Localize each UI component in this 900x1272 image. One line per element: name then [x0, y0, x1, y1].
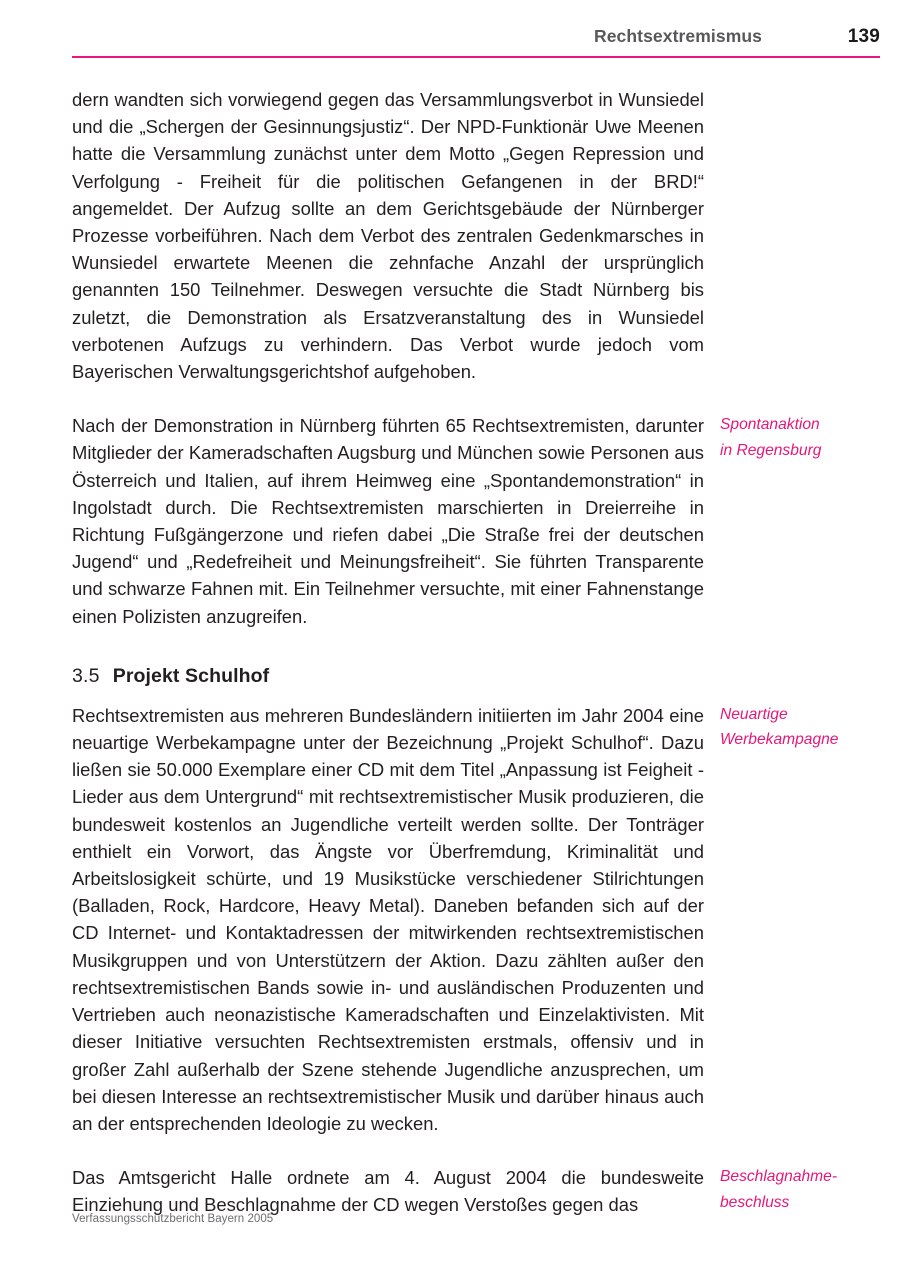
footer-text: Verfassungsschutzbericht Bayern 2005: [72, 1213, 274, 1225]
heading-bottom-spacer: [72, 689, 880, 702]
margin-note-beschlagnahme: [720, 1164, 890, 1215]
margin-note-line: Beschlagnahme-: [720, 1168, 838, 1186]
margin-note-line: Werbekampagne: [720, 731, 839, 749]
paragraph-spacer: [72, 385, 880, 412]
paragraph-block-wunsiedel: [72, 86, 880, 385]
margin-note-neuartige: [720, 702, 890, 753]
margin-note-line: Neuartige: [720, 705, 788, 723]
page-header: [72, 26, 880, 60]
body-paragraph: Rechtsextremisten aus mehreren Bundesländern initiierten im Jahr 2004 eine neuartige Werbekampagne unter der Bezeichnung „Projekt Schulhof“. Dazu ließen sie 50.000 Exemplare einer CD mit dem Titel „Anpassung ist Feigheit - Lieder aus dem Untergrund“ mit rechtsextremistischer Musik produzieren, die bundesweit kostenlos an Jugendliche verteilt werden sollte. Der Tonträger enthielt ein Vorwort, das Ängste vor Überfremdung, Kriminalität und Arbeitslosigkeit schürte, und 19 Musikstücke verschiedener Stilrichtungen (Balladen, Rock, Hardcore, Heavy Metal). Daneben befanden sich auf der CD Internet- und Kontaktadressen der mitwirkenden rechtsextremistischen Musikgruppen und von Unterstützern der Aktion. Dazu zählten außer den rechtsextremistischen Bands sowie in- und ausländischen Produzenten und Vertrieben auch neonazistische Kameradschaften und Einzelaktivisten. Mit dieser Initiative versuchten Rechtsextremisten erstmals, offensiv und in großer Zahl außerhalb der Szene stehende Jugendliche anzusprechen, um bei diesen Interesse an rechtsextremistischer Musik und darüber hinaus auch an der entsprechenden Ideologie zu wecken.: [72, 704, 704, 1134]
section-title: Projekt Schulhof: [112, 664, 270, 687]
paragraph-block-schulhof: [72, 702, 880, 1137]
heading-top-spacer: [72, 630, 880, 663]
margin-note-spontanaktion: [720, 412, 890, 463]
header-rule-divider: [72, 56, 880, 58]
margin-note-line: in Regensburg: [720, 441, 822, 459]
section-heading: [72, 663, 704, 689]
margin-note-line: beschluss: [720, 1193, 790, 1211]
body-paragraph: dern wandten sich vorwiegend gegen das Versammlungsverbot in Wunsiedel und die „Schergen der Gesinnungsjustiz“. Der NPD-Funktionär Uwe Meenen hatte die Versammlung zunächst unter dem Motto „Gegen Repression und Verfolgung - Freiheit für die politischen Gefangenen in der BRD!“ angemeldet. Der Aufzug sollte an dem Gerichtsgebäude der Nürnberger Prozesse vorbeiführen. Nach dem Verbot des zentralen Gedenkmarsches in Wunsiedel erwartete Meenen die zehnfache Anzahl der ursprünglich genannten 150 Teilnehmer. Deswegen versuchte die Stadt Nürnberg bis zuletzt, die Demonstration als Ersatzveranstaltung des in Wunsiedel verbotenen Aufzugs zu verhindern. Das Verbot wurde jedoch vom Bayerischen Verwaltungsgerichtshof aufgehoben.: [72, 89, 704, 383]
margin-note-line: Spontanaktion: [720, 416, 820, 434]
page-content: [72, 86, 880, 1219]
body-paragraph: Nach der Demonstration in Nürnberg führten 65 Rechtsextremisten, darunter Mitglieder der Kameradschaften Augsburg und München sowie Personen aus Österreich und Italien, auf ihrem Heimweg eine „Spontandemonstration“ in Ingolstadt durch. Die Rechtsextremisten marschierten in Dreierreihe in Richtung Fußgängerzone und riefen dabei „Die Straße frei der deutschen Jugend“ und „Redefreiheit und Meinungsfreiheit“. Sie führten Transparente und schwarze Fahnen mit. Ein Teilnehmer versuchte, mit einer Fahnenstange einen Polizisten anzugreifen.: [72, 415, 704, 627]
page-header-title: Rechtsextremismus: [593, 26, 762, 46]
body-paragraph: Das Amtsgericht Halle ordnete am 4. August 2004 die bundesweite Einziehung und Beschlagnahme der CD wegen Verstoßes gegen das: [72, 1167, 704, 1216]
header-inner: [72, 26, 880, 54]
page-footer: [72, 1211, 572, 1227]
paragraph-block-spontandemo: [72, 412, 880, 630]
paragraph-spacer: [72, 1137, 880, 1164]
section-number: 3.5: [72, 664, 100, 687]
page-number: 139: [847, 26, 880, 47]
